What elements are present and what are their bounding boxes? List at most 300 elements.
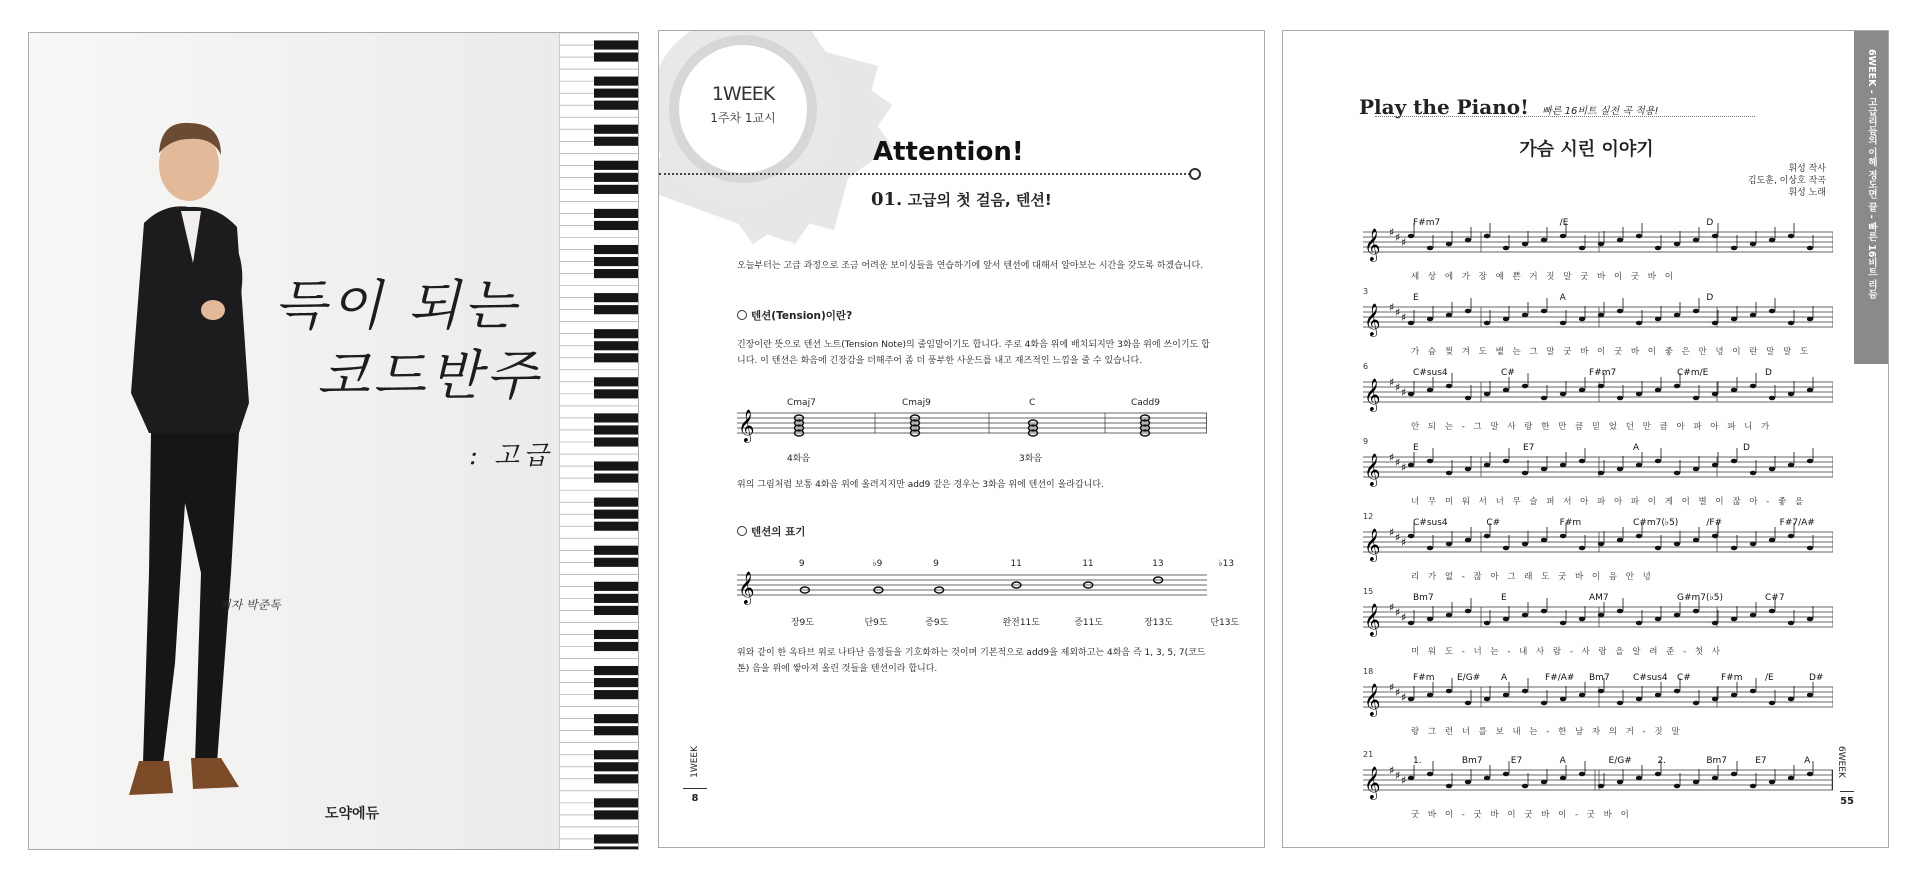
page-number: 8 bbox=[683, 788, 707, 804]
melody-note bbox=[1598, 613, 1604, 618]
melody-note bbox=[1598, 542, 1604, 547]
chord-symbol: C#sus4 bbox=[1413, 518, 1448, 528]
melody-note bbox=[1465, 780, 1471, 785]
black-key bbox=[594, 834, 638, 843]
melody-note bbox=[1427, 317, 1433, 322]
chord-symbol: 2. bbox=[1657, 756, 1667, 766]
black-key bbox=[594, 185, 638, 194]
melody-note bbox=[1560, 776, 1566, 781]
melody-note bbox=[1522, 471, 1528, 476]
melody-note bbox=[1446, 784, 1452, 789]
melody-note bbox=[1693, 467, 1699, 472]
black-key bbox=[594, 413, 638, 422]
melody-note bbox=[1503, 317, 1509, 322]
sharp-icon: ♯ bbox=[1401, 386, 1407, 399]
melody-note bbox=[1617, 780, 1623, 785]
melody-note bbox=[1693, 701, 1699, 706]
score-row bbox=[1363, 597, 1833, 647]
melody-note bbox=[1484, 776, 1490, 781]
chord-symbol: E bbox=[1413, 443, 1419, 453]
melody-note bbox=[1427, 459, 1433, 464]
chord-symbol: C# bbox=[1501, 368, 1515, 378]
chord-symbol: A bbox=[1633, 443, 1640, 453]
black-key bbox=[594, 52, 638, 61]
melody-note bbox=[1674, 613, 1680, 618]
score-row bbox=[1363, 447, 1833, 497]
melody-note bbox=[1579, 546, 1585, 551]
black-key bbox=[594, 666, 638, 675]
melody-note bbox=[1788, 463, 1794, 468]
melody-note bbox=[1503, 693, 1509, 698]
melody-note bbox=[1408, 697, 1414, 702]
measure-number: 6 bbox=[1363, 362, 1369, 371]
black-key bbox=[594, 269, 638, 278]
sharp-icon: ♯ bbox=[1395, 686, 1401, 699]
chord-symbol: /E bbox=[1765, 673, 1774, 683]
melody-note bbox=[1465, 238, 1471, 243]
melody-note bbox=[1750, 313, 1756, 318]
black-key bbox=[594, 630, 638, 639]
staff1-chord: C bbox=[1029, 398, 1036, 408]
sharp-icon: ♯ bbox=[1389, 601, 1395, 614]
melody-note bbox=[1788, 321, 1794, 326]
melody-note bbox=[1655, 617, 1661, 622]
melody-note bbox=[1674, 542, 1680, 547]
credit-singer: 휘성 노래 bbox=[1788, 188, 1826, 198]
sharp-icon: ♯ bbox=[1401, 774, 1407, 787]
page8-footer bbox=[683, 746, 707, 804]
measure-number: 9 bbox=[1363, 437, 1369, 446]
melody-note bbox=[1750, 613, 1756, 618]
chord-symbol: Bm7 bbox=[1461, 756, 1483, 766]
melody-note bbox=[1617, 309, 1623, 314]
chord-symbol: E7 bbox=[1523, 443, 1535, 453]
chord-symbol: C#sus4 bbox=[1633, 673, 1668, 683]
melody-note bbox=[1807, 246, 1813, 251]
melody-note bbox=[1769, 238, 1775, 243]
bullet-icon bbox=[737, 526, 747, 536]
sharp-icon: ♯ bbox=[1389, 681, 1395, 694]
melody-note bbox=[1712, 621, 1718, 626]
tension-degree: 13 bbox=[1152, 559, 1164, 569]
black-key bbox=[594, 101, 638, 110]
melody-note bbox=[1560, 534, 1566, 539]
melody-note bbox=[1560, 621, 1566, 626]
treble-clef-icon: 𝄞 bbox=[738, 409, 755, 442]
tension-degree: 11 bbox=[1082, 559, 1094, 569]
melody-note bbox=[1693, 238, 1699, 243]
lyric-line: 세 상 에 가 장 예 쁜 거 짓 말 굿 바 이 굿 바 이 bbox=[1411, 272, 1676, 282]
score-row bbox=[1363, 522, 1833, 572]
chord-symbol: /E bbox=[1559, 218, 1569, 228]
tension-heading bbox=[737, 308, 852, 323]
melody-note bbox=[1446, 471, 1452, 476]
tension-name: 증9도 bbox=[925, 618, 949, 628]
melody-note bbox=[1522, 542, 1528, 547]
section-title-text: 고급의 첫 걸음, 텐션! bbox=[907, 191, 1052, 209]
melody-note bbox=[1408, 463, 1414, 468]
black-key bbox=[594, 582, 638, 591]
melody-note bbox=[1541, 238, 1547, 243]
melody-note bbox=[1731, 459, 1737, 464]
tension-name: 장13도 bbox=[1144, 618, 1173, 628]
melody-note bbox=[1579, 388, 1585, 393]
melody-note bbox=[1636, 321, 1642, 326]
chord-symbol: /F# bbox=[1706, 518, 1723, 528]
chord-symbol: F#m7 bbox=[1589, 368, 1617, 378]
sharp-icon: ♯ bbox=[1389, 301, 1395, 314]
melody-note bbox=[1408, 776, 1414, 781]
melody-note bbox=[1503, 546, 1509, 551]
black-key bbox=[594, 558, 638, 567]
black-key bbox=[594, 714, 638, 723]
melody-note bbox=[1541, 780, 1547, 785]
sharp-icon: ♯ bbox=[1401, 311, 1407, 324]
treble-clef-icon: 𝄞 bbox=[1364, 453, 1381, 486]
melody-note bbox=[1788, 234, 1794, 239]
badge-session: 1주차 1교시 bbox=[710, 111, 776, 125]
tension-degree: 9 bbox=[798, 559, 805, 569]
melody-note bbox=[1408, 534, 1414, 539]
melody-note bbox=[1788, 776, 1794, 781]
black-key bbox=[594, 798, 638, 807]
melody-note bbox=[1750, 242, 1756, 247]
heading-divider bbox=[659, 173, 1194, 175]
melody-note bbox=[1579, 317, 1585, 322]
melody-note bbox=[1541, 701, 1547, 706]
chord-symbol: E7 bbox=[1510, 756, 1523, 766]
tension-body: 긴장이란 뜻으로 텐션 노트(Tension Note)의 줄임말이기도 합니다. 주로 4화음 위에 배치되지만 3화음 위에 쓰이기도 합니다. 이 텐션은 화음에 긴장감을 더해주어 좀 더 풍부한 사운드를 내고 재즈적인 느낌을 줄 수 있습니다. bbox=[737, 340, 1210, 366]
melody-note bbox=[1579, 459, 1585, 464]
melody-note bbox=[1674, 313, 1680, 318]
black-key bbox=[594, 594, 638, 603]
chord-symbol: F#m bbox=[1721, 673, 1743, 683]
melody-note bbox=[1560, 697, 1566, 702]
melody-note bbox=[1408, 234, 1414, 239]
melody-note bbox=[1731, 246, 1737, 251]
pianist-photo bbox=[89, 103, 289, 843]
brand-divider bbox=[1375, 116, 1755, 117]
chord-symbol: G#m7(♭5) bbox=[1677, 593, 1724, 603]
melody-note bbox=[1712, 776, 1718, 781]
melody-note bbox=[1427, 546, 1433, 551]
divider-end-icon bbox=[1189, 168, 1201, 180]
brand-sub: 빠른 16비트 실전 곡 적용! bbox=[1542, 106, 1659, 117]
melody-note bbox=[1674, 471, 1680, 476]
melody-note bbox=[1598, 313, 1604, 318]
melody-note bbox=[1636, 697, 1642, 702]
melody-note bbox=[1560, 392, 1566, 397]
chord-symbol: Bm7 bbox=[1413, 593, 1434, 603]
chord-symbol: C#m7(♭5) bbox=[1633, 518, 1679, 528]
measure-number: 18 bbox=[1363, 667, 1374, 676]
black-key bbox=[594, 377, 638, 386]
book-cover bbox=[28, 32, 639, 850]
score-row bbox=[1363, 372, 1833, 422]
publisher-logo: 도약에듀 bbox=[325, 806, 380, 822]
black-key bbox=[594, 329, 638, 338]
melody-note bbox=[1579, 693, 1585, 698]
melody-note bbox=[1731, 772, 1737, 777]
melody-note bbox=[1769, 780, 1775, 785]
treble-clef-icon: 𝄞 bbox=[1364, 378, 1381, 411]
staff1-chord: Cadd9 bbox=[1131, 398, 1160, 408]
melody-note bbox=[1693, 538, 1699, 543]
black-key bbox=[594, 161, 638, 170]
melody-note bbox=[1674, 689, 1680, 694]
black-key bbox=[594, 846, 638, 850]
tension-name: 단9도 bbox=[864, 618, 888, 628]
sharp-icon: ♯ bbox=[1401, 691, 1407, 704]
sharp-icon: ♯ bbox=[1395, 381, 1401, 394]
lyric-line: 리 가 없 - 잖 아 그 래 도 굿 바 이 음 안 녕 bbox=[1411, 572, 1654, 582]
treble-clef-icon: 𝄞 bbox=[1364, 683, 1381, 716]
chord-symbol: E/G# bbox=[1608, 756, 1632, 766]
melody-note bbox=[1446, 384, 1452, 389]
melody-note bbox=[1427, 772, 1433, 777]
melody-note bbox=[1503, 246, 1509, 251]
melody-note bbox=[1465, 701, 1471, 706]
black-key bbox=[594, 341, 638, 350]
melody-note bbox=[1484, 621, 1490, 626]
melody-note bbox=[1427, 388, 1433, 393]
melody-note bbox=[1446, 242, 1452, 247]
melody-note bbox=[1541, 467, 1547, 472]
chapter-sidebar bbox=[1854, 31, 1888, 364]
staff1-note: 위의 그림처럼 보통 4화음 위에 올려지지만 add9 같은 경우는 3화음 위에 텐션이 올라갑니다. bbox=[737, 480, 1104, 490]
footer-week: 6WEEK bbox=[1836, 746, 1846, 778]
melody-note bbox=[1522, 313, 1528, 318]
black-key bbox=[594, 137, 638, 146]
sidebar-text: 6WEEK - 고급리듬의 이해 정도면 끝 - 빠른 16비트 리듬 bbox=[1866, 49, 1877, 299]
melody-note bbox=[1617, 538, 1623, 543]
black-key bbox=[594, 522, 638, 531]
melody-note bbox=[1655, 772, 1661, 777]
melody-note bbox=[1465, 609, 1471, 614]
chord-symbol: A bbox=[1559, 756, 1566, 766]
sharp-icon: ♯ bbox=[1401, 536, 1407, 549]
melody-note bbox=[1750, 689, 1756, 694]
tension-heading-text: 텐션(Tension)이란? bbox=[751, 310, 853, 322]
black-key bbox=[594, 546, 638, 555]
black-key bbox=[594, 173, 638, 182]
black-key bbox=[594, 810, 638, 819]
credit-composer: 김도훈, 이상호 작곡 bbox=[1747, 176, 1826, 186]
black-key bbox=[594, 690, 638, 699]
melody-note bbox=[1617, 238, 1623, 243]
treble-clef-icon: 𝄞 bbox=[1364, 766, 1381, 799]
measure-number: 3 bbox=[1363, 287, 1369, 296]
black-key bbox=[594, 221, 638, 230]
chord-symbol: C# bbox=[1677, 673, 1691, 683]
song-title: 가슴 시린 이야기 bbox=[1519, 139, 1654, 160]
chord-symbol: 1. bbox=[1413, 756, 1422, 766]
black-key bbox=[594, 461, 638, 470]
chord-symbol: E7 bbox=[1755, 756, 1767, 766]
sharp-icon: ♯ bbox=[1395, 531, 1401, 544]
score-row bbox=[1363, 677, 1833, 727]
melody-note bbox=[1712, 534, 1718, 539]
melody-note bbox=[1541, 309, 1547, 314]
melody-note bbox=[1484, 392, 1490, 397]
sharp-icon: ♯ bbox=[1401, 236, 1407, 249]
melody-note bbox=[1446, 542, 1452, 547]
melody-note bbox=[1693, 396, 1699, 401]
tension-degree: ♭9 bbox=[872, 559, 883, 569]
cover-subtitle: : 고급 bbox=[469, 441, 553, 471]
lyric-line: 굿 바 이 - 굿 바 이 굿 바 이 - 굿 바 이 bbox=[1411, 810, 1632, 820]
closing-text: 위와 같이 한 옥타브 위로 나타난 음정들을 기호화하는 것이며 기본적으로 add9을 제외하고는 4화음 즉 1, 3, 5, 7(코드톤) 음을 위에 쌓아져 올린 것들을 텐션이라 합니다. bbox=[737, 648, 1206, 674]
staff1-label: 4화음 bbox=[787, 454, 811, 464]
lyric-line: 랑 그 런 너 를 보 내 는 - 한 남 자 의 거 - 짓 말 bbox=[1411, 727, 1683, 737]
melody-note bbox=[1522, 384, 1528, 389]
melody-note bbox=[1484, 534, 1490, 539]
melody-note bbox=[1541, 609, 1547, 614]
melody-note bbox=[1769, 396, 1775, 401]
melody-note bbox=[1484, 463, 1490, 468]
melody-note bbox=[1484, 234, 1490, 239]
chord-symbol: F#7/A# bbox=[1779, 518, 1815, 528]
melody-note bbox=[1560, 234, 1566, 239]
melody-note bbox=[1484, 321, 1490, 326]
brand-main: Play the Piano! bbox=[1359, 95, 1529, 119]
cover-author: 저자 박준독 bbox=[219, 598, 281, 612]
melody-note bbox=[1522, 242, 1528, 247]
bullet-icon bbox=[737, 310, 747, 320]
black-key bbox=[594, 257, 638, 266]
melody-note bbox=[1731, 617, 1737, 622]
melody-note bbox=[1807, 772, 1813, 777]
chord-symbol: E bbox=[1501, 593, 1507, 603]
chord-symbol: D# bbox=[1809, 673, 1824, 683]
tension-degree: 9 bbox=[933, 559, 939, 569]
score-row bbox=[1363, 297, 1833, 347]
melody-note bbox=[1427, 617, 1433, 622]
black-key bbox=[594, 425, 638, 434]
notation-heading bbox=[737, 524, 805, 539]
chord-symbol: C# bbox=[1486, 518, 1501, 528]
chord-symbol: D bbox=[1706, 293, 1714, 303]
melody-note bbox=[1769, 701, 1775, 706]
melody-note bbox=[1750, 384, 1756, 389]
chord-symbol: A bbox=[1501, 673, 1508, 683]
treble-clef-icon: 𝄞 bbox=[1364, 603, 1381, 636]
chord-symbol: Bm7 bbox=[1589, 673, 1610, 683]
melody-note bbox=[1712, 392, 1718, 397]
chord-symbol: A bbox=[1559, 293, 1566, 303]
black-key bbox=[594, 209, 638, 218]
chord-symbol: F#/A# bbox=[1545, 673, 1575, 683]
melody-note bbox=[1750, 471, 1756, 476]
black-key bbox=[594, 125, 638, 134]
melody-note bbox=[1617, 609, 1623, 614]
melody-note bbox=[1579, 246, 1585, 251]
melody-note bbox=[1712, 321, 1718, 326]
chord-symbol: E bbox=[1413, 293, 1419, 303]
black-key bbox=[594, 89, 638, 98]
black-key bbox=[594, 40, 638, 49]
melody-note bbox=[1655, 317, 1661, 322]
footer-week: 1WEEK bbox=[690, 746, 700, 778]
chord-symbol: AM7 bbox=[1589, 593, 1609, 603]
melody-note bbox=[1408, 621, 1414, 626]
sharp-icon: ♯ bbox=[1395, 769, 1401, 782]
melody-note bbox=[1617, 467, 1623, 472]
sharp-icon: ♯ bbox=[1389, 526, 1395, 539]
lyric-line: 미 워 도 - 너 는 - 내 사 람 - 사 랑 을 알 려 준 - 첫 사 bbox=[1411, 647, 1723, 657]
piano-keyboard-graphic bbox=[559, 33, 638, 850]
black-key bbox=[594, 245, 638, 254]
melody-note bbox=[1522, 689, 1528, 694]
melody-note bbox=[1484, 697, 1490, 702]
melody-note bbox=[1579, 772, 1585, 777]
black-key bbox=[594, 437, 638, 446]
lyric-line: 안 되 는 - 그 말 사 랑 한 만 큼 믿 었 던 만 큼 아 파 아 파 니 가 bbox=[1411, 422, 1773, 432]
chord-symbol: A bbox=[1804, 756, 1811, 766]
melody-note bbox=[1427, 246, 1433, 251]
melody-note bbox=[1655, 693, 1661, 698]
melody-note bbox=[1503, 459, 1509, 464]
melody-note bbox=[1427, 693, 1433, 698]
black-key bbox=[594, 293, 638, 302]
melody-note bbox=[1807, 693, 1813, 698]
melody-note bbox=[1807, 546, 1813, 551]
melody-note bbox=[1522, 613, 1528, 618]
melody-note bbox=[1503, 388, 1509, 393]
melody-note bbox=[1522, 784, 1528, 789]
tension-name: 증11도 bbox=[1074, 618, 1104, 628]
melody-note bbox=[1598, 242, 1604, 247]
melody-note bbox=[1465, 396, 1471, 401]
intro-text: 오늘부터는 고급 과정으로 조금 어려운 보이싱들을 연습하기에 앞서 텐션에 대해서 알아보는 시간을 갖도록 하겠습니다. bbox=[737, 261, 1204, 271]
black-key bbox=[594, 762, 638, 771]
tension-degree: ♭13 bbox=[1218, 559, 1235, 569]
black-key bbox=[594, 389, 638, 398]
week-badge bbox=[679, 45, 807, 173]
melody-note bbox=[1788, 392, 1794, 397]
melody-note bbox=[1693, 309, 1699, 314]
chord-symbol: Bm7 bbox=[1706, 756, 1727, 766]
melody-note bbox=[1408, 321, 1414, 326]
melody-note bbox=[1636, 392, 1642, 397]
melody-note bbox=[1636, 463, 1642, 468]
melody-note bbox=[1788, 534, 1794, 539]
melody-note bbox=[1636, 534, 1642, 539]
credit-lyrics: 휘성 작사 bbox=[1788, 164, 1826, 174]
melody-note bbox=[1712, 697, 1718, 702]
melody-note bbox=[1541, 396, 1547, 401]
melody-note bbox=[1579, 617, 1585, 622]
treble-clef-icon: 𝄞 bbox=[1364, 303, 1381, 336]
melody-note bbox=[1636, 621, 1642, 626]
melody-note bbox=[1712, 463, 1718, 468]
black-key bbox=[594, 774, 638, 783]
chord-symbol: D bbox=[1706, 218, 1714, 228]
cover-title-line2: 코드반주 bbox=[317, 344, 542, 407]
melody-note bbox=[1503, 772, 1509, 777]
black-key bbox=[594, 642, 638, 651]
melody-note bbox=[1674, 384, 1680, 389]
melody-note bbox=[1560, 321, 1566, 326]
melody-note bbox=[1446, 613, 1452, 618]
cover-title-line1: 득이 되는 bbox=[274, 274, 520, 337]
sharp-icon: ♯ bbox=[1395, 606, 1401, 619]
chord-symbol: C#7 bbox=[1765, 593, 1785, 603]
chord-symbol: E/G# bbox=[1457, 673, 1481, 683]
melody-note bbox=[1731, 546, 1737, 551]
melody-note bbox=[1750, 542, 1756, 547]
melody-note bbox=[1769, 609, 1775, 614]
